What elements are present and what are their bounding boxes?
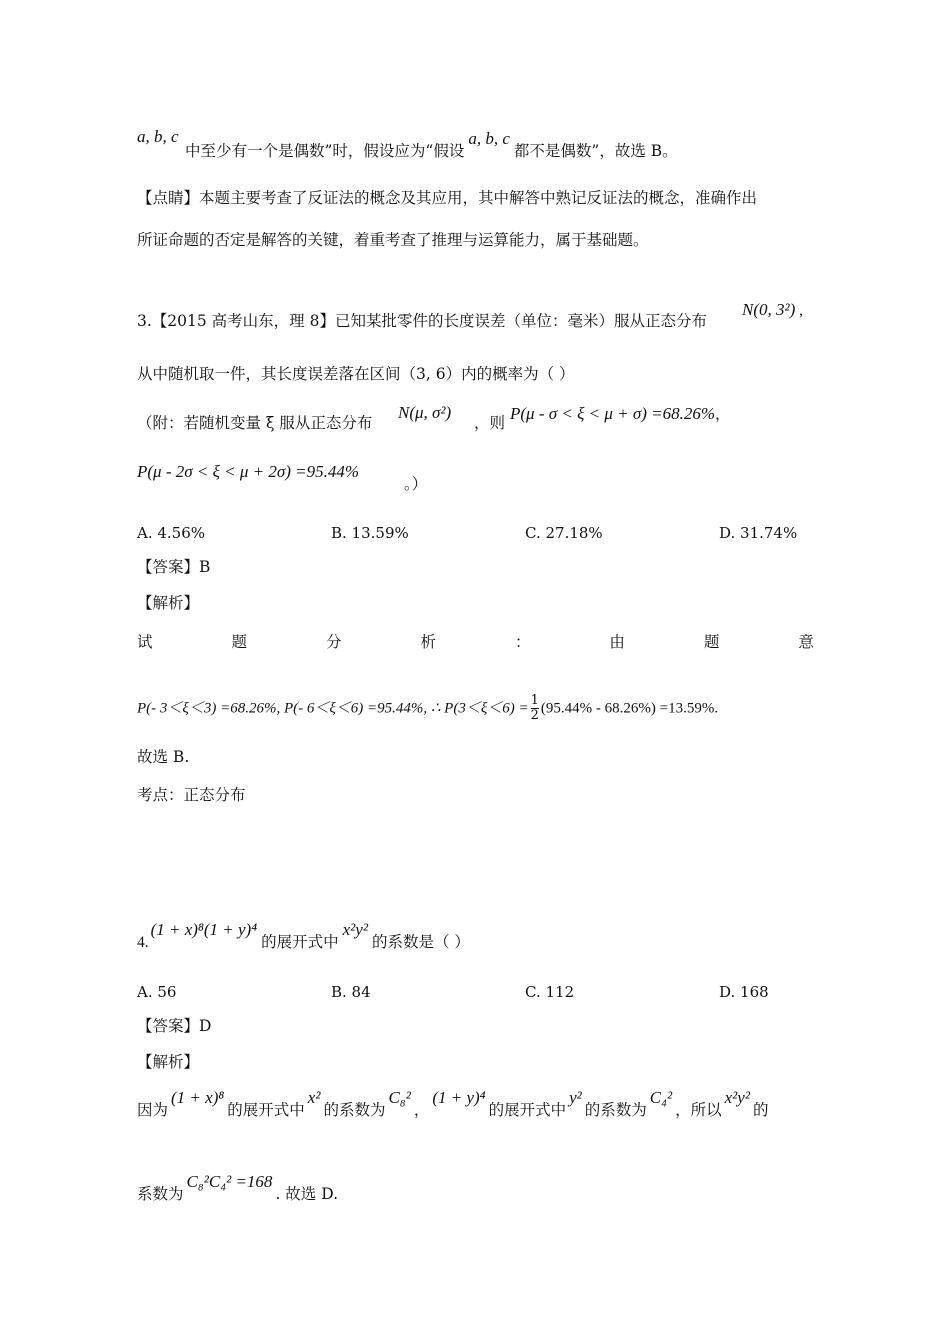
q3-p2-end: 。） (404, 475, 428, 493)
spread-word: 由 (609, 633, 625, 651)
q3-note-mid: ，则 (474, 414, 506, 432)
math-q4-xy: x²y² (342, 920, 368, 939)
q3-stem1: 3.【2015 高考山东，理 8】已知某批零件的长度误差（单位：毫米）服从正态分布 (137, 312, 707, 330)
spread-word: 分 (325, 633, 342, 651)
q4-option-c: C. 112 (525, 983, 575, 1001)
dianjing-line2: 所证命题的否定是解答的关键，着重考查了推理与运算能力，属于基础题。 (137, 231, 649, 249)
q3-dist: N(0, 3²) , (742, 300, 804, 319)
q4-solution-line1 (137, 1088, 769, 1120)
q4-s4: ， (413, 1101, 430, 1119)
q3-calc-line (137, 694, 718, 723)
q4-s1: 因为 (137, 1101, 169, 1119)
q4-s6: 的系数为 (584, 1101, 647, 1119)
q3-option-b: B. 13.59% (331, 524, 409, 542)
q3-note-dist-wrap (398, 403, 451, 423)
q3-option-c: C. 27.18% (525, 524, 603, 542)
spread-word: 意 (798, 633, 814, 651)
q3-option-a: A. 4.56% (137, 524, 206, 542)
math-c8: C₈² (388, 1088, 411, 1107)
q3-spread-line (137, 630, 814, 652)
math-e1: (1 + x)⁸ (171, 1088, 225, 1107)
q4-solution-line2 (137, 1172, 339, 1204)
fraction-numerator: 1 (530, 693, 539, 708)
abc-vars (137, 127, 179, 147)
block1-text2: 都不是偶数”，故选 B。 (513, 142, 678, 160)
q4-stem (137, 920, 470, 953)
q3-kaodian: 考点：正态分布 (137, 786, 246, 804)
q4-t2: 的系数是（ ） (371, 933, 470, 951)
spread-word: 析 (420, 633, 436, 651)
q4-s10: . 故选 D. (275, 1185, 339, 1203)
block1-line (185, 129, 678, 161)
q4-option-b: B. 84 (331, 983, 371, 1001)
q4-s9: 系数为 (137, 1185, 184, 1203)
math-abc-2: a, b, c (468, 129, 510, 148)
q3-p1-wrap: P(μ - σ < ξ < μ + σ) =68.26%， (510, 404, 731, 423)
q3-p2-wrap (137, 462, 359, 482)
q4-s7: ，所以 (675, 1101, 722, 1119)
q4-s2: 的展开式中 (227, 1101, 305, 1119)
math-normal-mu-sigma: N(μ, σ²) (398, 403, 452, 422)
spread-word: 题 (231, 633, 247, 651)
math-result: C₈²C₄² =168 (186, 1172, 273, 1191)
q4-answer: 【答案】D (137, 1017, 212, 1035)
math-abc: a, b, c (137, 127, 179, 146)
q4-s3: 的系数为 (323, 1101, 386, 1119)
q4-option-a: A. 56 (137, 983, 177, 1001)
q3-stem-line1 (137, 311, 707, 331)
math-p-two-sigma: P(μ - 2σ < ξ < μ + 2σ) =95.44% (137, 462, 360, 481)
math-normal-dist: N(0, 3²) (742, 300, 796, 319)
spread-word: 题 (703, 633, 720, 651)
math-x2: x² (307, 1088, 321, 1107)
spread-word: 试 (137, 633, 153, 651)
q3-note-pre: （附：若随机变量 ξ 服从正态分布 (137, 414, 373, 432)
fraction-one-half (531, 694, 539, 723)
q3-jiexi: 【解析】 (137, 594, 200, 612)
q3-stem-line2: 从中随机取一件，其长度误差落在区间（3, 6）内的概率为（ ） (137, 365, 575, 383)
q3-calc-b: (95.44% - 68.26%) =13.59%. (540, 700, 719, 717)
dianjing-line1: 【点睛】本题主要考查了反证法的概念及其应用，其中解答中熟记反证法的概念，准确作出 (137, 189, 758, 207)
q3-conclude: 故选 B. (137, 748, 190, 766)
q4-number: 4. (137, 934, 149, 951)
spread-word: ： (514, 633, 531, 651)
math-p-one-sigma: P(μ - σ < ξ < μ + σ) =68.26% (510, 404, 716, 423)
q3-note-mid-wrap (474, 413, 505, 433)
fraction-denominator: 2 (530, 708, 539, 723)
q3-answer: 【答案】B (137, 558, 211, 576)
q4-jiexi: 【解析】 (137, 1053, 200, 1071)
block1-text1: 中至少有一个是偶数”时，假设应为“假设 (185, 142, 465, 160)
math-y2: y² (569, 1088, 582, 1107)
q4-t1: 的展开式中 (261, 933, 339, 951)
q3-option-d: D. 31.74% (719, 524, 798, 542)
q4-s5: 的展开式中 (488, 1101, 567, 1119)
q4-s8: 的 (752, 1101, 769, 1119)
q3-note (137, 413, 372, 433)
math-e2: (1 + y)⁴ (432, 1088, 486, 1107)
math-xy2: x²y² (724, 1088, 750, 1107)
q3-p2-end-wrap (404, 474, 427, 494)
q3-calc-a: P(- 3＜ξ＜3) =68.26%, P(- 6＜ξ＜6) =95.44%, ∴ P(3＜ξ＜6) = (137, 700, 529, 717)
math-c4: C₄² (649, 1088, 673, 1107)
q4-option-d: D. 168 (719, 983, 769, 1001)
math-q4-expr: (1 + x)⁸(1 + y)⁴ (150, 920, 258, 939)
